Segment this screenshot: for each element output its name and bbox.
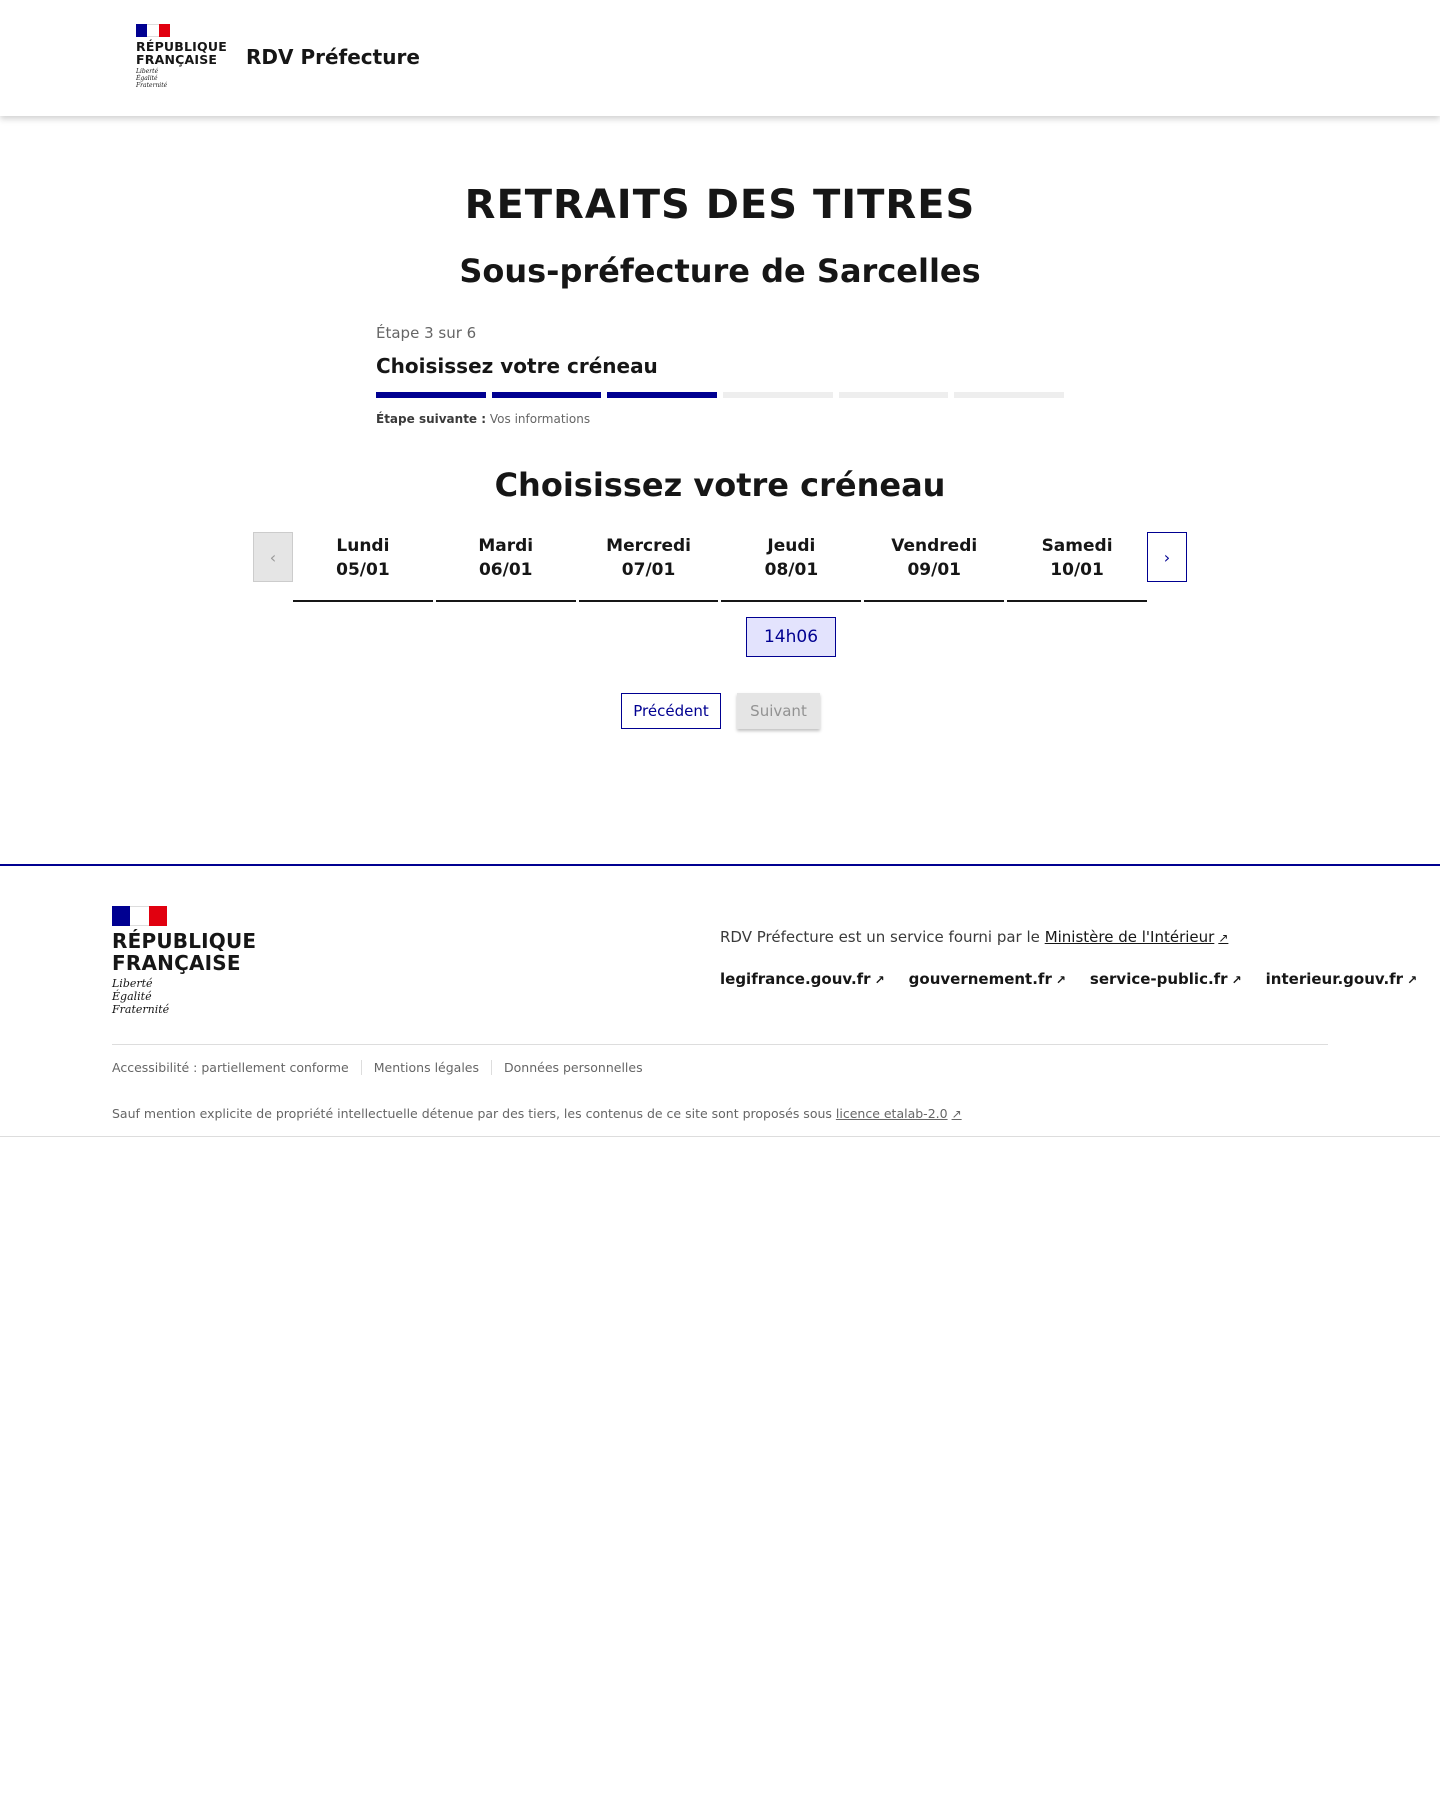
ministere-link[interactable] — [1045, 928, 1229, 946]
next-step-value: Vos informations — [489, 412, 591, 426]
previous-button[interactable]: Précédent — [621, 693, 721, 729]
license-text: Sauf mention explicite de propriété intellectuelle détenue par des tiers, les contenus de ce site sont proposés sous — [112, 1106, 832, 1121]
footer-bottom-links — [112, 1060, 655, 1075]
chevron-left-icon: ‹ — [269, 547, 277, 567]
footer-link-label: legifrance.gouv.fr — [720, 970, 871, 988]
external-link-icon: ↗ — [874, 973, 885, 987]
devise-liberte: Liberté — [112, 977, 153, 990]
day-name: Mardi — [478, 536, 534, 556]
day-date: 07/01 — [621, 560, 676, 580]
footer-link-gouvernement[interactable] — [909, 970, 1066, 988]
next-step-label: Étape suivante : — [376, 412, 487, 426]
footer-divider — [112, 1044, 1328, 1045]
footer-link-label: interieur.gouv.fr — [1265, 970, 1404, 988]
devise — [136, 68, 206, 89]
service-name-link[interactable]: RDV Préfecture — [246, 45, 420, 69]
devise-liberte: Liberté — [136, 68, 159, 75]
external-link-icon: ↗ — [951, 1107, 962, 1121]
day-column — [721, 532, 861, 602]
day-name: Lundi — [336, 536, 390, 556]
footer-desc-text: RDV Préfecture est un service fourni par le — [720, 928, 1040, 946]
external-link-icon: ↗ — [1231, 973, 1242, 987]
external-link-icon: ↗ — [1407, 973, 1418, 987]
footer-description — [720, 928, 1228, 946]
footer-link-label: gouvernement.fr — [908, 970, 1052, 988]
footer-link-label: service-public.fr — [1089, 970, 1228, 988]
footer-logo-text — [112, 930, 256, 974]
footer-link-legifrance[interactable] — [720, 970, 885, 988]
chevron-right-icon: › — [1163, 547, 1171, 567]
calendar-days — [293, 532, 1147, 602]
site-header — [0, 0, 1440, 116]
republique-francaise-logo[interactable] — [136, 24, 227, 89]
license-link-label: licence etalab-2.0 — [835, 1106, 948, 1121]
devise-fraternite: Fraternité — [112, 1003, 170, 1016]
time-slot-button[interactable]: 14h06 — [746, 617, 836, 657]
step-bar-5 — [839, 392, 949, 398]
step-progress — [376, 392, 1064, 398]
footer-devise — [112, 977, 256, 1016]
logo-text — [136, 39, 227, 67]
step-bar-6 — [954, 392, 1064, 398]
next-step-info — [376, 412, 1064, 426]
stepper — [376, 324, 1064, 426]
personal-data-link[interactable]: Données personnelles — [491, 1060, 655, 1075]
page-title: RETRAITS DES TITRES — [464, 182, 976, 228]
devise-fraternite: Fraternité — [136, 82, 168, 89]
day-date: 06/01 — [478, 560, 533, 580]
logo-line2: FRANÇAISE — [136, 52, 218, 67]
devise-egalite: Égalité — [136, 75, 158, 82]
day-column — [293, 532, 433, 602]
site-footer — [0, 864, 1440, 1137]
footer-links — [720, 970, 1417, 988]
step-bar-2 — [492, 392, 602, 398]
logo-line1: RÉPUBLIQUE — [136, 39, 227, 54]
step-bar-1 — [376, 392, 486, 398]
day-column — [579, 532, 719, 602]
footer-link-service-public[interactable] — [1090, 970, 1242, 988]
day-column — [864, 532, 1004, 602]
slot-section-title: Choisissez votre créneau — [494, 466, 946, 504]
day-date: 08/01 — [764, 560, 819, 580]
calendar-next-button[interactable] — [1147, 532, 1187, 582]
ministere-link-label: Ministère de l'Intérieur — [1044, 928, 1215, 946]
footer-logo-line2: FRANÇAISE — [112, 951, 241, 975]
day-name: Jeudi — [767, 536, 816, 556]
step-bar-4 — [723, 392, 833, 398]
step-bar-3 — [607, 392, 717, 398]
day-name: Vendredi — [891, 536, 978, 556]
footer-license — [112, 1106, 962, 1121]
day-date: 05/01 — [336, 560, 390, 580]
external-link-icon: ↗ — [1055, 973, 1066, 987]
footer-link-interieur[interactable] — [1266, 970, 1417, 988]
marianne-flag-icon — [136, 24, 170, 37]
day-date: 09/01 — [907, 560, 961, 580]
day-name: Mercredi — [606, 536, 691, 556]
next-button[interactable]: Suivant — [737, 693, 820, 729]
day-column — [436, 532, 576, 602]
page-subtitle: Sous-préfecture de Sarcelles — [459, 252, 981, 290]
marianne-flag-icon — [112, 906, 167, 926]
footer-logo[interactable] — [112, 906, 256, 1016]
step-title: Choisissez votre créneau — [376, 354, 658, 378]
footer-logo-line1: RÉPUBLIQUE — [112, 929, 257, 953]
license-link[interactable] — [836, 1106, 962, 1121]
devise-egalite: Égalité — [112, 990, 152, 1003]
legal-notice-link[interactable]: Mentions légales — [361, 1060, 491, 1075]
step-count: Étape 3 sur 6 — [376, 324, 477, 342]
day-name: Samedi — [1041, 536, 1113, 556]
accessibility-link[interactable]: Accessibilité : partiellement conforme — [112, 1060, 349, 1075]
external-link-icon: ↗ — [1218, 931, 1229, 945]
day-column — [1007, 532, 1147, 602]
day-date: 10/01 — [1050, 560, 1104, 580]
calendar-prev-button[interactable] — [253, 532, 293, 582]
